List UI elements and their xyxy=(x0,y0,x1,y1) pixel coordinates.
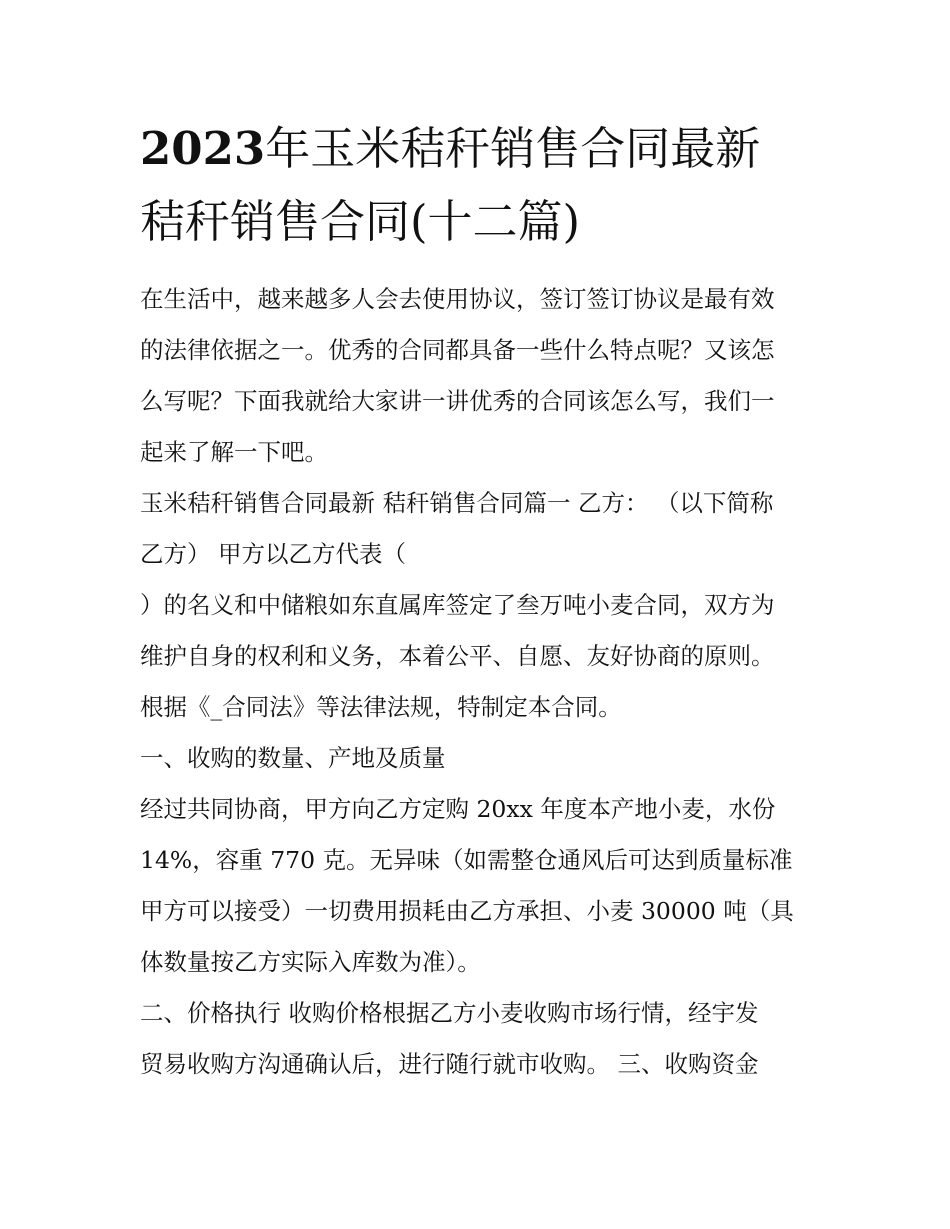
title-line2-text: 秸秆销售合同(十二篇) xyxy=(140,195,581,248)
body-line: 根据《_合同法》等法律法规，特制定本合同。 xyxy=(140,693,622,721)
body-line: 甲方可以接受）一切费用损耗由乙方承担、小麦 30000 吨（具 xyxy=(140,897,794,925)
body-line: 起来了解一下吧。 xyxy=(140,438,328,466)
body-line: 14%，容重 770 克。无异味（如需整仓通风后可达到质量标准 xyxy=(140,846,793,874)
body-line: 乙方） 甲方以乙方代表（ xyxy=(140,540,406,568)
body-line: ）的名义和中储粮如东直属库签定了叁万吨小麦合同，双方为 xyxy=(140,591,775,619)
section-heading: 一、收购的数量、产地及质量 xyxy=(140,744,446,772)
body-line: 体数量按乙方实际入库数为准）。 xyxy=(140,948,481,976)
title-year: 2023 xyxy=(140,122,266,175)
body-line: 么写呢？下面我就给大家讲一讲优秀的合同该怎么写，我们一 xyxy=(140,387,775,415)
body-line: 维护自身的权利和义务，本着公平、自愿、友好协商的原则。 xyxy=(140,642,775,670)
body-line: 的法律依据之一。优秀的合同都具备一些什么特点呢？又该怎 xyxy=(140,336,775,364)
body-line: 在生活中，越来越多人会去使用协议，签订签订协议是最有效 xyxy=(140,285,775,313)
body-line: 经过共同协商，甲方向乙方定购 20xx 年度本产地小麦，水份 xyxy=(140,795,776,823)
body-line: 贸易收购方沟通确认后，进行随行就市收购。 三、收购资金 xyxy=(140,1050,759,1078)
body-line: 二、价格执行 收购价格根据乙方小麦收购市场行情，经宇发 xyxy=(140,999,759,1027)
title-line1-text: 年玉米秸秆销售合同最新 xyxy=(265,122,761,175)
body-line: 玉米秸秆销售合同最新 秸秆销售合同篇一 乙方： （以下简称 xyxy=(140,489,774,517)
document-title xyxy=(140,112,820,258)
